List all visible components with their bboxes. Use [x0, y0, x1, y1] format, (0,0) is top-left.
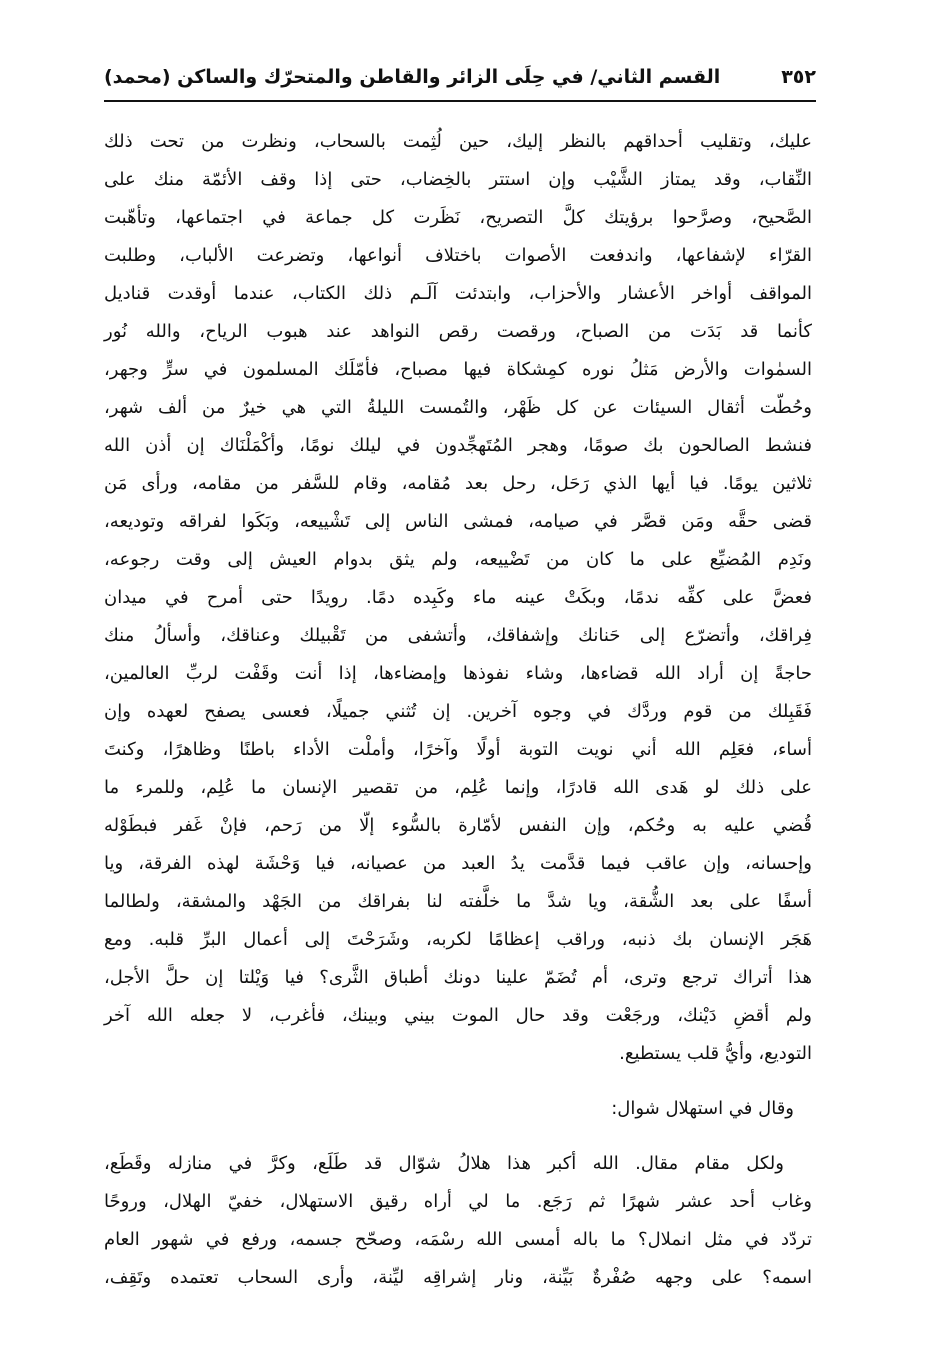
section-heading: وقال في استهلال شوال: — [611, 1098, 794, 1119]
text-line: فعضَّ على كفِّه ندمًا، وبكَتْ عينه ماء وكَبِده دمًا. رويدًا حتى أمرح في ميدان — [104, 587, 812, 608]
text-line: عليك، وتقليب أحداقهم بالنظر إليك، حين لُثِمت بالسحاب، ونظرت من تحت ذلك — [104, 131, 812, 152]
text-line: فَقَبِلك من قوم وردَّك في وجوه آخرين. إن تُثني جميلًا، فعسى يصفح لعهده وإن — [104, 701, 812, 722]
text-line: التوديع، وأيُّ قلب يستطيع. — [619, 1043, 812, 1064]
text-line: ولكل مقام مقال. الله أكبر هذا هلالُ شوّال قد طَلَع، وكرَّ في منازله وقَطَع، — [104, 1153, 784, 1174]
text-line: ولم أقضِ دَيْنك، ورجَعْت وقد حال الموت بيني وبينك، فأغرب، لا جعله الله آخر — [104, 1005, 812, 1026]
text-line: أسفًا على بعد الشُّقة، ويا شدَّ ما خلَّفته لنا بفراقك من الجَهْد والمشقة، ولطالما — [104, 891, 812, 912]
page-header — [104, 62, 816, 98]
text-line: أساء، فعَلِم الله أني نويت التوبة أولًا وآخرًا، وأملْت الأداء باطنًا وظاهرًا، وكنتَ — [104, 739, 812, 760]
text-line: قُضي عليه به وحُكم، وإن النفس لأمّارة بالسُّوء إلّا من رَحم، فإنْ غَفر فبطَوْله — [104, 815, 812, 836]
page-number: ٣٥٢ — [781, 66, 816, 88]
text-line: قضى حقَّه ومَن قصَّر في صيامه، فمشى الناس إلى تَشْييعه، وبَكَوا لفراقه وتوديعه، — [104, 511, 812, 532]
text-line: فنشط الصالحون بك صومًا، وهجر المُتَهجِّدون في ليلك نومًا، وأكْمَلْنَاك إن أذن الله — [104, 435, 812, 456]
text-line: فِراقك، وأتضرّع إلى حَنانك وإشفاقك، وأتشفى من تَقْبيلك وعناقك، وأسألُ منك — [104, 625, 812, 646]
running-title: القسم الثاني/ في حِلَى الزائر والقاطن والمتحرّك والساكن (محمد) — [104, 66, 721, 88]
header-rule — [104, 100, 816, 102]
text-line: كأنما قد بَدَت من الصباح، ورقصت رقص النواهد عند هبوب الرياح، والله نُور — [104, 321, 812, 342]
text-line: على ذلك لو هَدى الله قادرًا، وإنما عُلِم، من تقصير الإنسان ما عُلِم، وللمرء ما — [104, 777, 812, 798]
text-line: حاجةً إن أراد الله قضاءها، وشاء نفوذها وإمضاءها، إذا أنت وقَفْت لربِّ العالمين، — [104, 663, 812, 684]
text-line: الصَّحيح، وصرَّحوا برؤيتك كلَّ التصريح، نَظَرت كل جماعة في اجتماعها، وتأهّبت — [104, 207, 812, 228]
text-line: النِّقاب، وقد يمتاز الشَّيْب وإن استتر بالخِضاب، حتى إذا وقف الأئمّة منك على — [104, 169, 812, 190]
text-line: القرّاء لإشفاعها، واندفعت الأصوات باختلاف أنواعها، وتضرعت الألباب، وطلبت — [104, 245, 812, 266]
text-line: ثلاثين يومًا. فيا أيها الذي رَحَل، رحل بعد مُقامه، وقام للسَّفر من مقامه، ورأى مَن — [104, 473, 812, 494]
paragraph-1 — [104, 123, 812, 1073]
text-line: وإحسانه، وإن عاقب فيما قدَّمت يدُ العبد من عصيانه، فيا وَحْشَة لهذه الفرقة، ويا — [104, 853, 812, 874]
text-line: المواقف أواخر الأعشار والأحزاب، وابتدئت آلَـم ذلك الكتاب، عندما أوقدت قناديل — [104, 283, 812, 304]
text-line: هذا أتراك ترجع وترى، أم تُضَمّ علينا دونك أطباق الثَّرى؟ فيا وَيْلتا إن حلَّ الأجل، — [104, 967, 812, 988]
text-line: السمٰوات والأرض مَثلُ نوره كمِشكاة فيها مصباح، فأمّلَك المسلمون في سرٍّ وجهر، — [104, 359, 812, 380]
text-line: هَجَر الإنسان بك ذنبه، وراقب إعظامًا لكربه، وشَرَحْتَ إلى أعمال البرِّ قلبه. ومع — [104, 929, 812, 950]
text-line: ونَدِم المُضيِّع على ما كان من تَضْييعه، ولم يثق بدوام العيش إلى وقت رجوعه، — [104, 549, 812, 570]
paragraph-2 — [104, 1145, 812, 1297]
text-line: وغاب أحد عشر شهرًا ثم رَجَع. ما لي أراه رقيق الاستهلال، خفيّ الهلال، وروحًا — [104, 1191, 812, 1212]
text-line: وحُطّت أثقال السيئات عن كل ظَهْر، والتُمست الليلةُ التي هي خيرٌ من ألف شهر، — [104, 397, 812, 418]
text-line: اسمه؟ على وجهه صُفْرةٌ بَيِّنة، ونار إشراقِه ليِّنة، وأرى السحاب تعتمده وتَقِف، — [104, 1267, 812, 1288]
text-line: تردّد في مثل انملال؟ ما باله أمسى الله رسْمَه، وصحّح جسمه، ورفع في شهور العام — [104, 1229, 812, 1250]
